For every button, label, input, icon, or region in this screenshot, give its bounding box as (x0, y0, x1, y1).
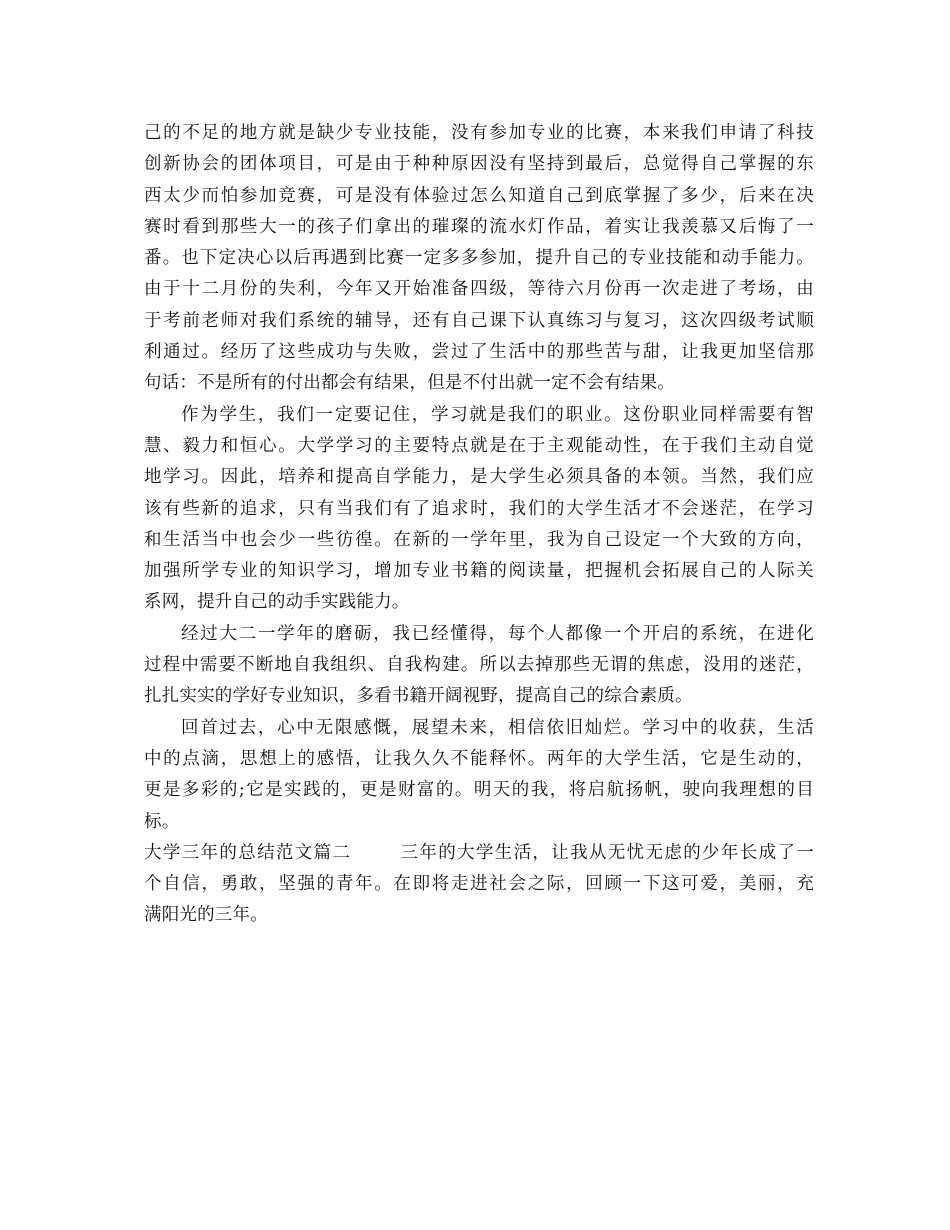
text-line: 经过大二一学年的磨砺，我已经懂得，每个人都像一个开启的系统，在进化 (181, 623, 814, 644)
text-line: 句话：不是所有的付出都会有结果，但是不付出就一定不会有结果。 (144, 373, 675, 394)
section-lines (144, 869, 814, 932)
paragraph-lines (144, 118, 814, 838)
document-body (144, 118, 814, 932)
text-line: 个自信，勇敢，坚强的青年。在即将走进社会之际，回顾一下这可爱，美丽，充 (144, 874, 814, 895)
text-line: 回首过去，心中无限感慨，展望未来，相信依旧灿烂。学习中的收获，生活 (181, 717, 814, 738)
text-line: 作为学生，我们一定要记住，学习就是我们的职业。这份职业同样需要有智 (181, 404, 814, 425)
text-line: 己的不足的地方就是缺少专业技能，没有参加专业的比赛，本来我们申请了科技 (144, 123, 814, 143)
text-line: 慧、毅力和恒心。大学学习的主要特点就是在于主观能动性，在于我们主动自觉 (144, 435, 814, 456)
text-line: 利通过。经历了这些成功与失败，尝过了生活中的那些苦与甜，让我更加坚信那 (144, 342, 814, 363)
text-line: 更是多彩的;它是实践的，更是财富的。明天的我，将启航扬帆，驶向我理想的目 (144, 780, 814, 801)
section-first-line: 三年的大学生活，让我从无忧无虑的少年长成了一 (399, 842, 815, 863)
text-line: 过程中需要不断地自我组织、自我构建。所以去掉那些无谓的焦虑，没用的迷茫， (144, 655, 814, 676)
text-line: 创新协会的团体项目，可是由于种种原因没有坚持到最后，总觉得自己掌握的东 (144, 154, 814, 175)
text-line: 中的点滴，思想上的感悟，让我久久不能释怀。两年的大学生活，它是生动的， (144, 748, 814, 769)
text-line: 满阳光的三年。 (144, 905, 268, 926)
text-line: 扎扎实实的学好专业知识，多看书籍开阔视野，提高自己的综合素质。 (144, 686, 693, 707)
text-line: 标。 (144, 811, 180, 832)
text-line: 西太少而怕参加竞赛，可是没有体验过怎么知道自己到底掌握了多少，后来在决 (144, 185, 814, 206)
text-line: 加强所学专业的知识学习，增加专业书籍的阅读量，把握机会拓展自己的人际关 (144, 561, 814, 582)
text-line: 赛时看到那些大一的孩子们拿出的璀璨的流水灯作品，着实让我羡慕又后悔了一 (144, 216, 814, 237)
section-heading-line (144, 838, 814, 869)
section-heading: 大学三年的总结范文篇二 (144, 842, 352, 863)
text-line: 该有些新的追求，只有当我们有了追求时，我们的大学生活才不会迷茫，在学习 (144, 498, 814, 519)
text-line: 由于十二月份的失利，今年又开始准备四级，等待六月份再一次走进了考场，由 (144, 279, 814, 300)
text-line: 地学习。因此，培养和提高自学能力，是大学生必须具备的本领。当然，我们应 (144, 467, 814, 488)
text-line: 番。也下定决心以后再遇到比赛一定多多参加，提升自己的专业技能和动手能力。 (144, 248, 814, 269)
text-line: 于考前老师对我们系统的辅导，还有自己课下认真练习与复习，这次四级考试顺 (144, 310, 814, 331)
text-line: 和生活当中也会少一些彷徨。在新的一学年里，我为自己设定一个大致的方向， (144, 529, 814, 550)
text-line: 系网，提升自己的动手实践能力。 (144, 592, 410, 613)
